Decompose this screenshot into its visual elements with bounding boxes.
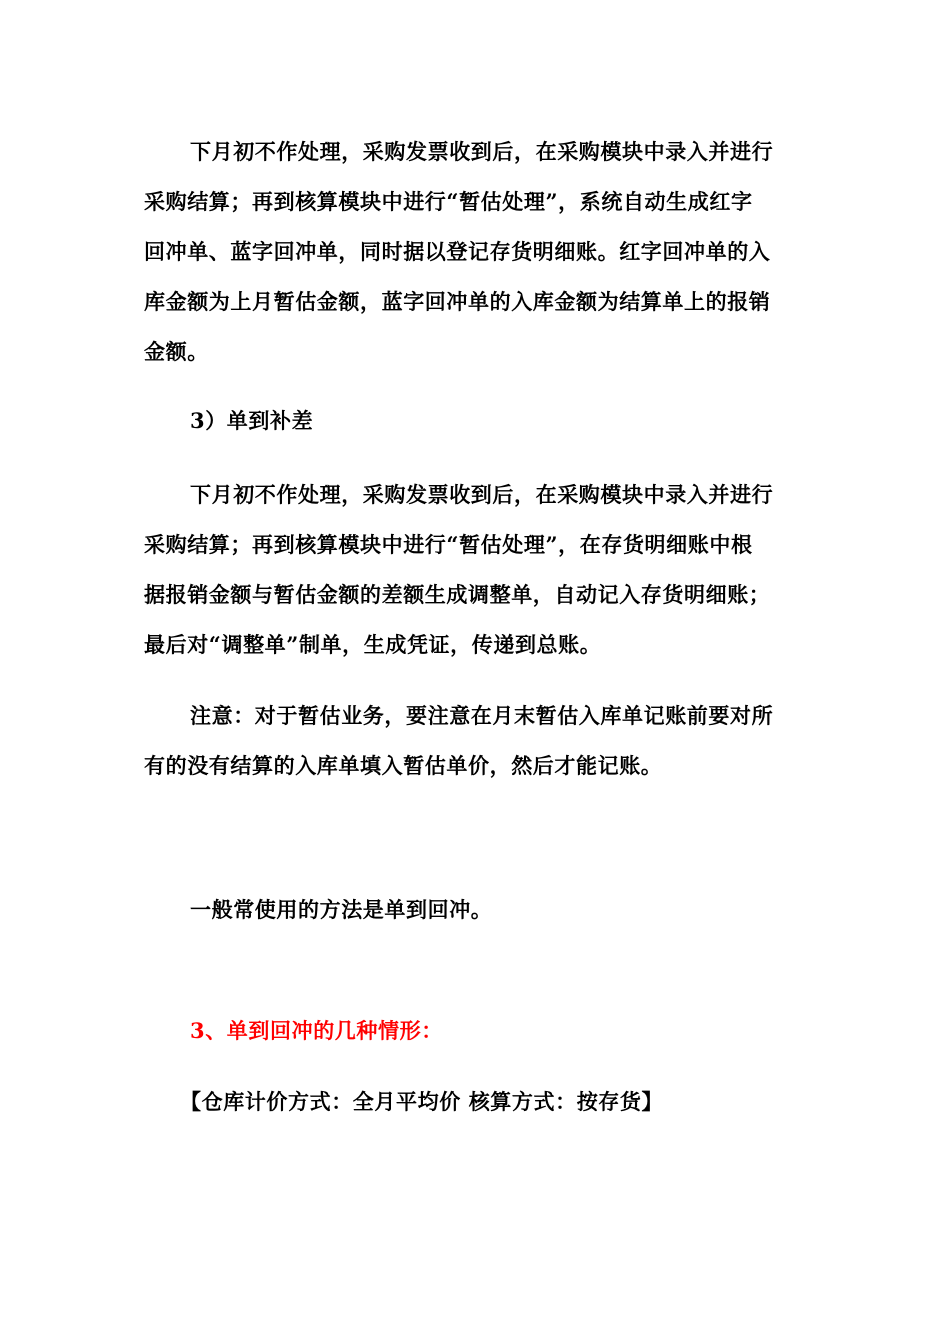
section-heading-text: 3、单到回冲的几种情形： (190, 1018, 443, 1043)
text-line: 采购结算；再到核算模块中进行“暂估处理”，系统自动生成红字 (144, 189, 753, 214)
text-line: 据报销金额与暂估金额的差额生成调整单，自动记入存货明细账； (144, 582, 771, 607)
paragraph-red-offset-method (144, 127, 794, 377)
text-line: 最后对“调整单”制单，生成凭证，传递到总账。 (144, 632, 602, 657)
text-line: 下月初不作处理，采购发票收到后，在采购模块中录入并进行 (190, 482, 774, 507)
bracket-note-text: 【仓库计价方式：全月平均价 核算方式：按存货】 (180, 1089, 664, 1114)
subheading-difference-method (144, 396, 794, 446)
text-line: 一般常使用的方法是单到回冲。 (190, 897, 493, 922)
text-line: 回冲单、蓝字回冲单，同时据以登记存货明细账。红字回冲单的入 (144, 239, 771, 264)
text-line: 金额。 (144, 339, 209, 364)
text-line: 注意：对于暂估业务，要注意在月末暂估入库单记账前要对所 (190, 703, 774, 728)
subheading-text: 3）单到补差 (190, 408, 314, 433)
paragraph-common-method (144, 885, 794, 935)
text-line: 库金额为上月暂估金额，蓝字回冲单的入库金额为结算单上的报销 (144, 289, 771, 314)
paragraph-note (144, 691, 794, 791)
bracket-note (180, 1077, 830, 1127)
section-heading-red (144, 1006, 794, 1056)
paragraph-difference-method (144, 470, 794, 670)
text-line: 下月初不作处理，采购发票收到后，在采购模块中录入并进行 (190, 139, 774, 164)
text-line: 有的没有结算的入库单填入暂估单价，然后才能记账。 (144, 753, 663, 778)
text-line: 采购结算；再到核算模块中进行“暂估处理”，在存货明细账中根 (144, 532, 753, 557)
